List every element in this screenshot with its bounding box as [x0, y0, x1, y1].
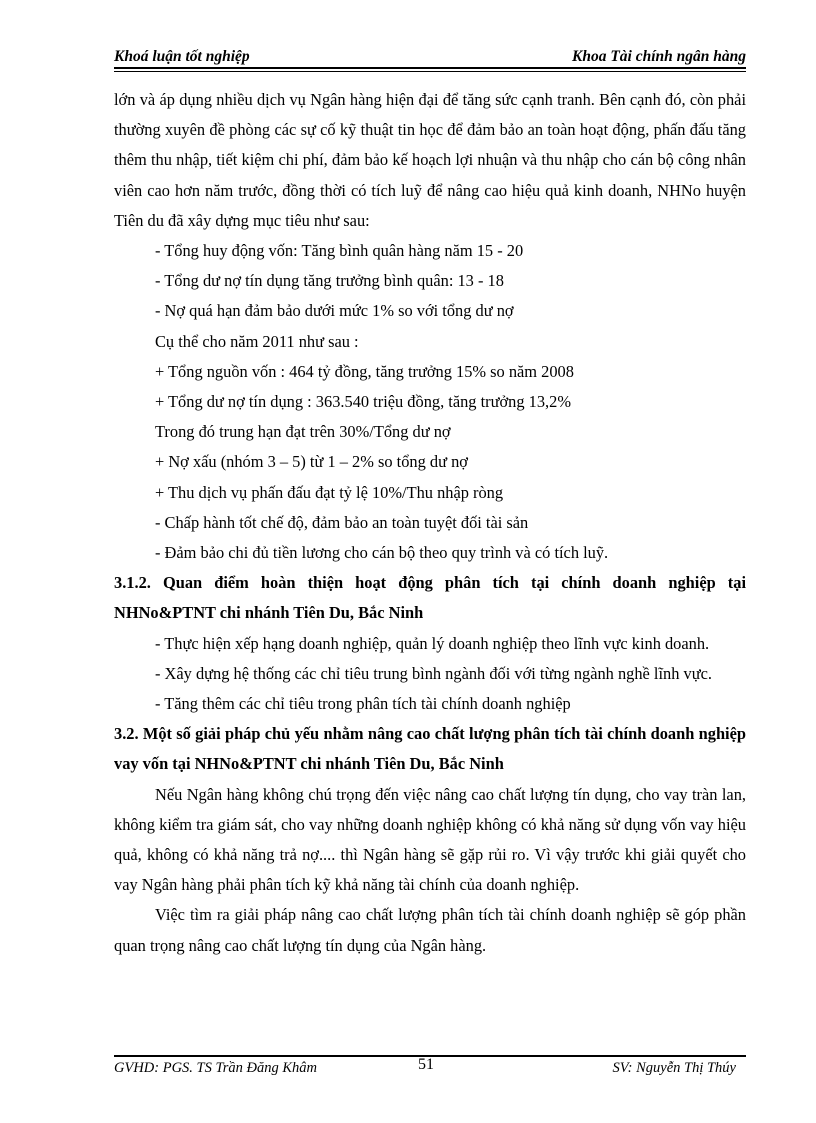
section-3-2-paragraph: Việc tìm ra giải pháp nâng cao chất lượng phân tích tài chính doanh nghiệp sẽ góp phần quan trọng nâng cao chất lượng tín dụng của Ngân hàng. — [114, 905, 746, 955]
section-heading-3-2: 3.2. Một số giải pháp chủ yếu nhằm nâng cao chất lượng phân tích tài chính doanh nghiệp vay vốn tại NHNo&PTNT chi nhánh Tiên Du, Bắc Ninh — [114, 724, 746, 774]
header-faculty-label: Khoa Tài chính ngân hàng — [571, 48, 746, 65]
target-item: Trong đó trung hạn đạt trên 30%/Tổng dư nợ — [155, 422, 451, 442]
target-2011-intro: Cụ thể cho năm 2011 như sau : — [155, 331, 359, 351]
target-item: - Tổng dư nợ tín dụng tăng trưởng bình quân: 13 - 18 — [155, 271, 504, 291]
page-body — [114, 85, 746, 961]
page-footer — [114, 1058, 746, 1080]
footer-advisor: GVHD: PGS. TS Trần Đăng Khâm — [114, 1060, 318, 1076]
page-number: 51 — [418, 1056, 434, 1073]
target-item: - Chấp hành tốt chế độ, đảm bảo an toàn tuyệt đối tài sản — [155, 512, 529, 532]
section-3-1-2-item: - Xây dựng hệ thống các chỉ tiêu trung bình ngành đối với từng ngành nghề lĩnh vực. — [155, 663, 712, 683]
section-3-1-2-item: - Thực hiện xếp hạng doanh nghiệp, quản lý doanh nghiệp theo lĩnh vực kinh doanh. — [155, 633, 710, 653]
target-item: - Nợ quá hạn đảm bảo dưới mức 1% so với tổng dư nợ — [155, 301, 514, 321]
target-item: + Nợ xấu (nhóm 3 – 5) từ 1 – 2% so tổng dư nợ — [155, 452, 468, 472]
target-item: - Tổng huy động vốn: Tăng bình quân hàng năm 15 - 20 — [155, 241, 524, 261]
header-double-rule — [114, 67, 746, 72]
target-item: + Thu dịch vụ phấn đấu đạt tỷ lệ 10%/Thu nhập ròng — [155, 482, 504, 502]
header-thesis-label: Khoá luận tốt nghiệp — [114, 48, 250, 65]
page-header — [114, 44, 746, 66]
intro-paragraph: lớn và áp dụng nhiều dịch vụ Ngân hàng hiện đại để tăng sức cạnh tranh. Bên cạnh đó, còn phải thường xuyên đề phòng các sự cố kỹ thuật tin học để đảm bảo an toàn hoạt động, phấn đấu tăng thêm thu nhập, tiết kiệm chi phí, đảm bảo kế hoạch lợi nhuận và thu nhập cho cán bộ công nhân viên cao hơn năm trước, đồng thời có tích luỹ để nâng cao hiệu quả kinh doanh, NHNo huyện Tiên du đã xây dựng mục tiêu như sau: — [114, 90, 746, 230]
target-item: + Tổng dư nợ tín dụng : 363.540 triệu đồng, tăng trưởng 13,2% — [155, 392, 571, 412]
target-item: + Tổng nguồn vốn : 464 tỷ đồng, tăng trưởng 15% so năm 2008 — [155, 361, 574, 381]
target-item: - Đảm bảo chi đủ tiền lương cho cán bộ theo quy trình và có tích luỹ. — [155, 543, 609, 563]
section-3-1-2-item: - Tăng thêm các chỉ tiêu trong phân tích tài chính doanh nghiệp — [155, 694, 571, 714]
section-heading-3-1-2: 3.1.2. Quan điểm hoàn thiện hoạt động phân tích tại chính doanh nghiệp tại NHNo&PTNT chi nhánh Tiên Du, Bắc Ninh — [114, 573, 746, 623]
section-3-2-paragraph: Nếu Ngân hàng không chú trọng đến việc nâng cao chất lượng tín dụng, cho vay tràn lan, không kiểm tra giám sát, cho vay những doanh nghiệp không có khả năng sử dụng vốn vay hiệu quả, không có khả năng trả nợ.... thì Ngân hàng sẽ gặp rủi ro. Vì vậy trước khi giải quyết cho vay Ngân hàng phải phân tích kỹ khả năng tài chính của doanh nghiệp. — [114, 784, 746, 895]
footer-student: SV: Nguyễn Thị Thúy — [612, 1060, 736, 1076]
